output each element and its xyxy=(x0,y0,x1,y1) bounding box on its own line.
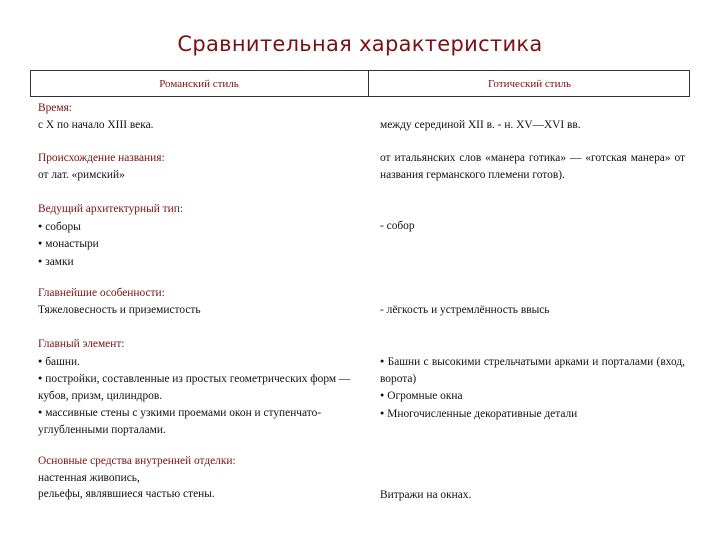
list-item: ● монастыри xyxy=(38,235,364,253)
cell-text: от лат. «римский» xyxy=(38,168,125,181)
row-element-left xyxy=(38,336,364,438)
row-time-left xyxy=(38,100,364,133)
row-label: Ведущий архитектурный тип: xyxy=(38,203,184,215)
row-type-right xyxy=(380,218,685,235)
list-item: ● Многочисленные декоративные детали xyxy=(380,405,685,423)
row-decoration-left xyxy=(38,453,364,503)
list-item: ● башни. xyxy=(38,353,364,371)
list-item: ● соборы xyxy=(38,218,364,236)
column-header-gothic: Готический стиль xyxy=(488,78,571,90)
row-label: Главнейшие особенности: xyxy=(38,287,165,299)
cell-text: настенная живопись, xyxy=(38,471,140,484)
cell-text: рельефы, являвшиеся частью стены. xyxy=(38,488,215,500)
cell-text: между серединой XII в. - н. XV—XVI вв. xyxy=(380,119,581,131)
list-item: ● постройки, составленные из простых геометрических форм — кубов, призм, цилиндров. xyxy=(38,370,364,404)
cell-text: Витражи на окнах. xyxy=(380,489,472,501)
row-origin-left xyxy=(38,150,364,183)
row-label: Время: xyxy=(38,102,72,114)
row-features-right xyxy=(380,302,685,319)
cell-text: - лёгкость и устремлённость ввысь xyxy=(380,304,550,316)
cell-text: от итальянских слов «манера готика» — «готская манера» от названия германского племени готов). xyxy=(380,152,685,181)
list-item: ● Огромные окна xyxy=(380,387,685,405)
list-item: ● замки xyxy=(38,253,364,271)
row-label: Происхождение названия: xyxy=(38,152,165,164)
row-type-left xyxy=(38,201,364,270)
row-time-right xyxy=(380,117,685,134)
row-decoration-right xyxy=(380,487,685,504)
cell-text: с X по начало XIII века. xyxy=(38,118,154,131)
row-origin-right xyxy=(380,150,685,183)
row-label: Основные средства внутренней отделки: xyxy=(38,455,236,467)
list-item: ● массивные стены с узкими проемами окон и ступенчато-углубленными порталами. xyxy=(38,404,364,438)
list-item: ● Башни с высокими стрельчатыми арками и порталами (вход, ворота) xyxy=(380,353,685,387)
cell-text: - собор xyxy=(380,220,415,232)
page-title: Сравнительная характеристика xyxy=(177,32,543,56)
row-features-left xyxy=(38,285,364,318)
cell-text: Тяжеловесность и приземистость xyxy=(38,303,201,316)
row-element-right xyxy=(380,353,685,422)
column-header-romanesque: Романский стиль xyxy=(159,78,239,90)
row-label: Главный элемент: xyxy=(38,338,125,350)
